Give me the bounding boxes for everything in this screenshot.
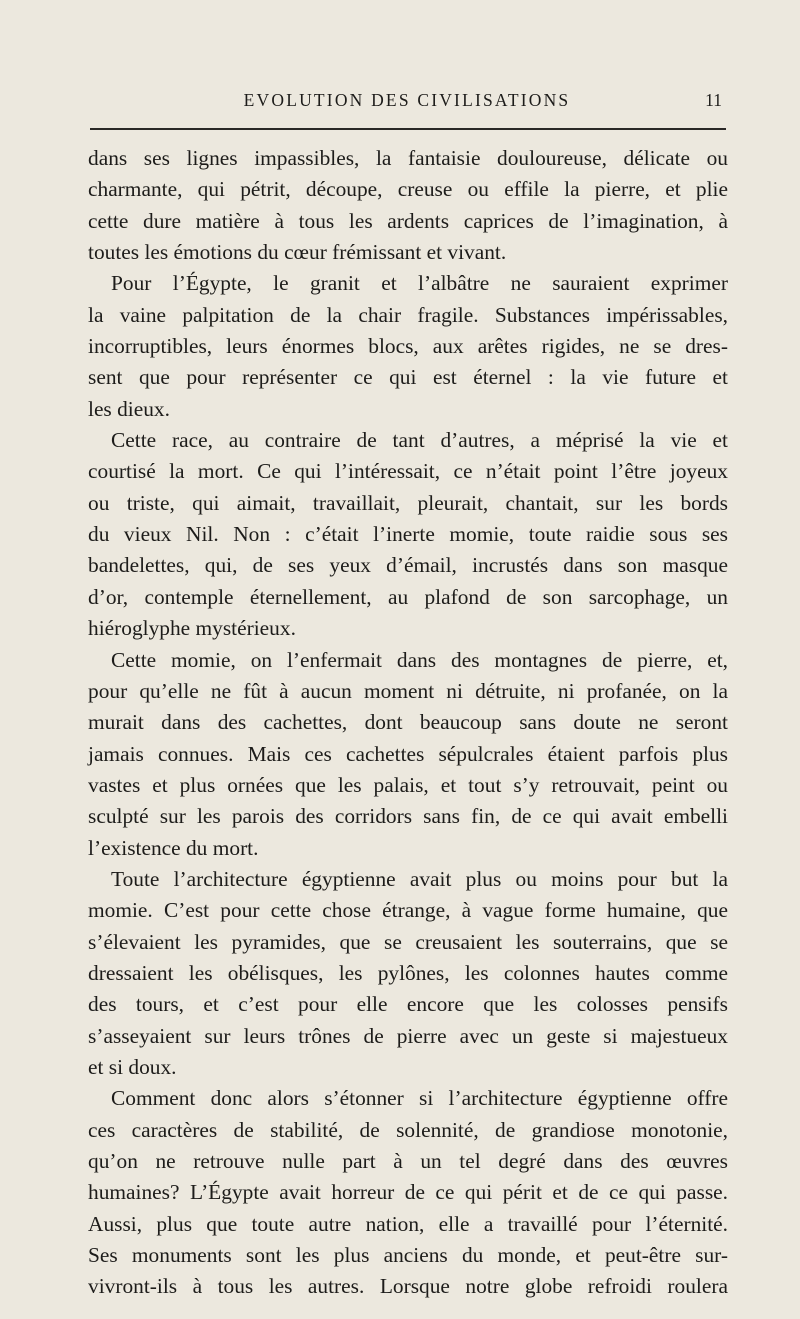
text-line: d’or, contemple éternellement, au plafond de son sarcophage, un — [88, 584, 728, 609]
text-line: dans ses lignes impassibles, la fantaisie douloureuse, délicate ou — [88, 146, 728, 170]
text-line: Cette race, au contraire de tant d’autres, a méprisé la vie et — [111, 428, 728, 453]
text-line: Toute l’architecture égyptienne avait plus ou moins pour but la — [111, 866, 728, 891]
text-line: la vaine palpitation de la chair fragile. Substances impérissables, — [88, 302, 728, 327]
header-rule — [90, 128, 726, 130]
text-line: ces caractères de stabilité, de solennité, de grandiose monotonie, — [88, 1117, 728, 1142]
text-line: Cette momie, on l’enfermait dans des montagnes de pierre, et, — [111, 647, 728, 672]
text-line: Ses monuments sont les plus anciens du monde, et peut-être sur- — [88, 1243, 728, 1268]
text-line: hiéroglyphe mystérieux. — [88, 616, 296, 641]
text-line: dressaient les obélisques, les pylônes, les colonnes hautes comme — [88, 960, 728, 985]
text-line: vastes et plus ornées que les palais, et tout s’y retrouvait, peint ou — [88, 772, 728, 797]
text-line: du vieux Nil. Non : c’était l’inerte momie, toute raidie sous ses — [88, 522, 728, 547]
page-number: 11 — [705, 90, 722, 110]
text-line: courtisé la mort. Ce qui l’intéressait, ce n’était point l’être joyeux — [88, 459, 728, 484]
text-line: l’existence du mort. — [88, 835, 259, 860]
text-line: des tours, et c’est pour elle encore que les colosses pensifs — [88, 992, 728, 1017]
running-head — [90, 88, 724, 124]
text-line: Pour l’Égypte, le granit et l’albâtre ne sauraient exprimer — [111, 271, 728, 296]
text-line: s’élevaient les pyramides, que se creusaient les souterrains, que se — [88, 929, 728, 954]
text-line: Comment donc alors s’étonner si l’architecture égyptienne offre — [111, 1086, 728, 1111]
text-line: Aussi, plus que toute autre nation, elle a travaillé pour l’éternité. — [88, 1211, 728, 1236]
text-line: vivront-ils à tous les autres. Lorsque notre globe refroidi roulera — [88, 1274, 728, 1299]
text-line: humaines? L’Égypte avait horreur de ce qui périt et de ce qui passe. — [88, 1180, 728, 1205]
text-line: bandelettes, qui, de ses yeux d’émail, incrustés dans son masque — [88, 553, 728, 578]
text-line: sent que pour représenter ce qui est éternel : la vie future et — [88, 365, 728, 390]
running-head-title: EVOLUTION DES CIVILISATIONS — [243, 90, 571, 110]
text-line: les dieux. — [88, 396, 170, 421]
text-line: sculpté sur les parois des corridors sans fin, de ce qui avait embelli — [88, 804, 728, 829]
text-line: incorruptibles, leurs énormes blocs, aux arêtes rigides, ne se dres- — [88, 334, 728, 359]
text-line: s’asseyaient sur leurs trônes de pierre avec un geste si majestueux — [88, 1023, 728, 1048]
text-line: momie. C’est pour cette chose étrange, à vague forme humaine, que — [88, 898, 728, 923]
text-line: toutes les émotions du cœur frémissant et vivant. — [88, 240, 507, 265]
text-line: charmante, qui pétrit, découpe, creuse ou effile la pierre, et plie — [88, 177, 728, 202]
text-line: jamais connues. Mais ces cachettes sépulcrales étaient parfois plus — [88, 741, 728, 766]
text-line: cette dure matière à tous les ardents caprices de l’imagination, à — [88, 208, 728, 233]
text-line: et si doux. — [88, 1054, 177, 1079]
text-line: qu’on ne retrouve nulle part à un tel degré dans des œuvres — [88, 1149, 728, 1173]
text-line: pour qu’elle ne fût à aucun moment ni détruite, ni profanée, on la — [88, 678, 728, 703]
text-line: murait dans des cachettes, dont beaucoup sans doute ne seront — [88, 710, 728, 735]
text-line: ou triste, qui aimait, travaillait, pleurait, chantait, sur les bords — [88, 490, 728, 515]
body-text — [88, 143, 728, 1303]
